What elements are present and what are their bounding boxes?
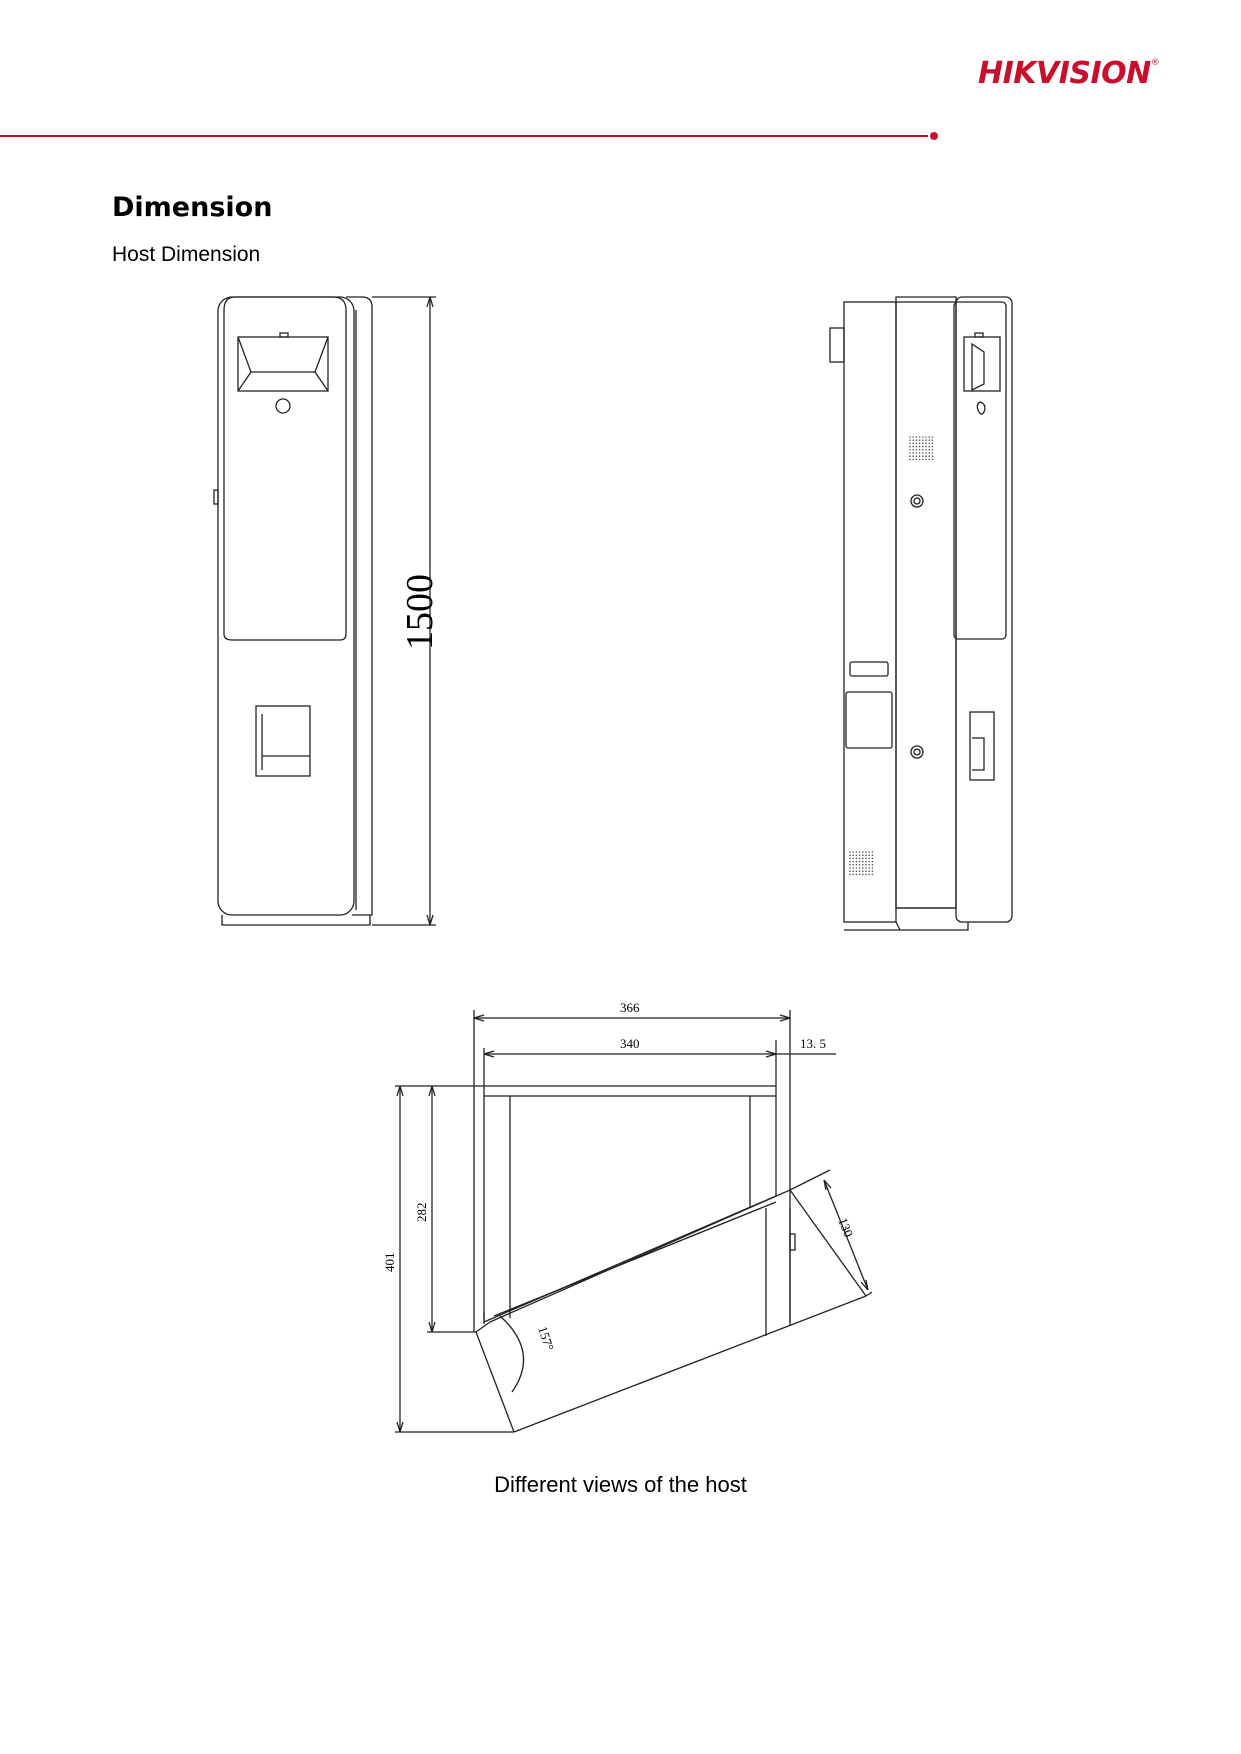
logo-text: HIKVISION: [978, 56, 1151, 91]
height-label: 1500: [399, 574, 441, 650]
screen-depth-label: 130: [835, 1215, 857, 1240]
width-total-label: 366: [620, 1000, 640, 1015]
section-title: Dimension: [112, 192, 273, 223]
depth-inner-label: 282: [414, 1202, 429, 1222]
depth-total-label: 401: [382, 1252, 397, 1272]
figure-caption: Different views of the host: [494, 1472, 747, 1497]
tilt-angle-label: 157°: [535, 1324, 558, 1353]
hikvision-logo: HIKVISION®: [978, 56, 1160, 91]
section-subtitle: Host Dimension: [112, 243, 261, 266]
speaker-grille-top: [909, 436, 933, 460]
width-inner-label: 340: [620, 1036, 640, 1051]
speaker-grille-bottom: [849, 851, 873, 875]
offset-label: 13. 5: [800, 1036, 826, 1051]
